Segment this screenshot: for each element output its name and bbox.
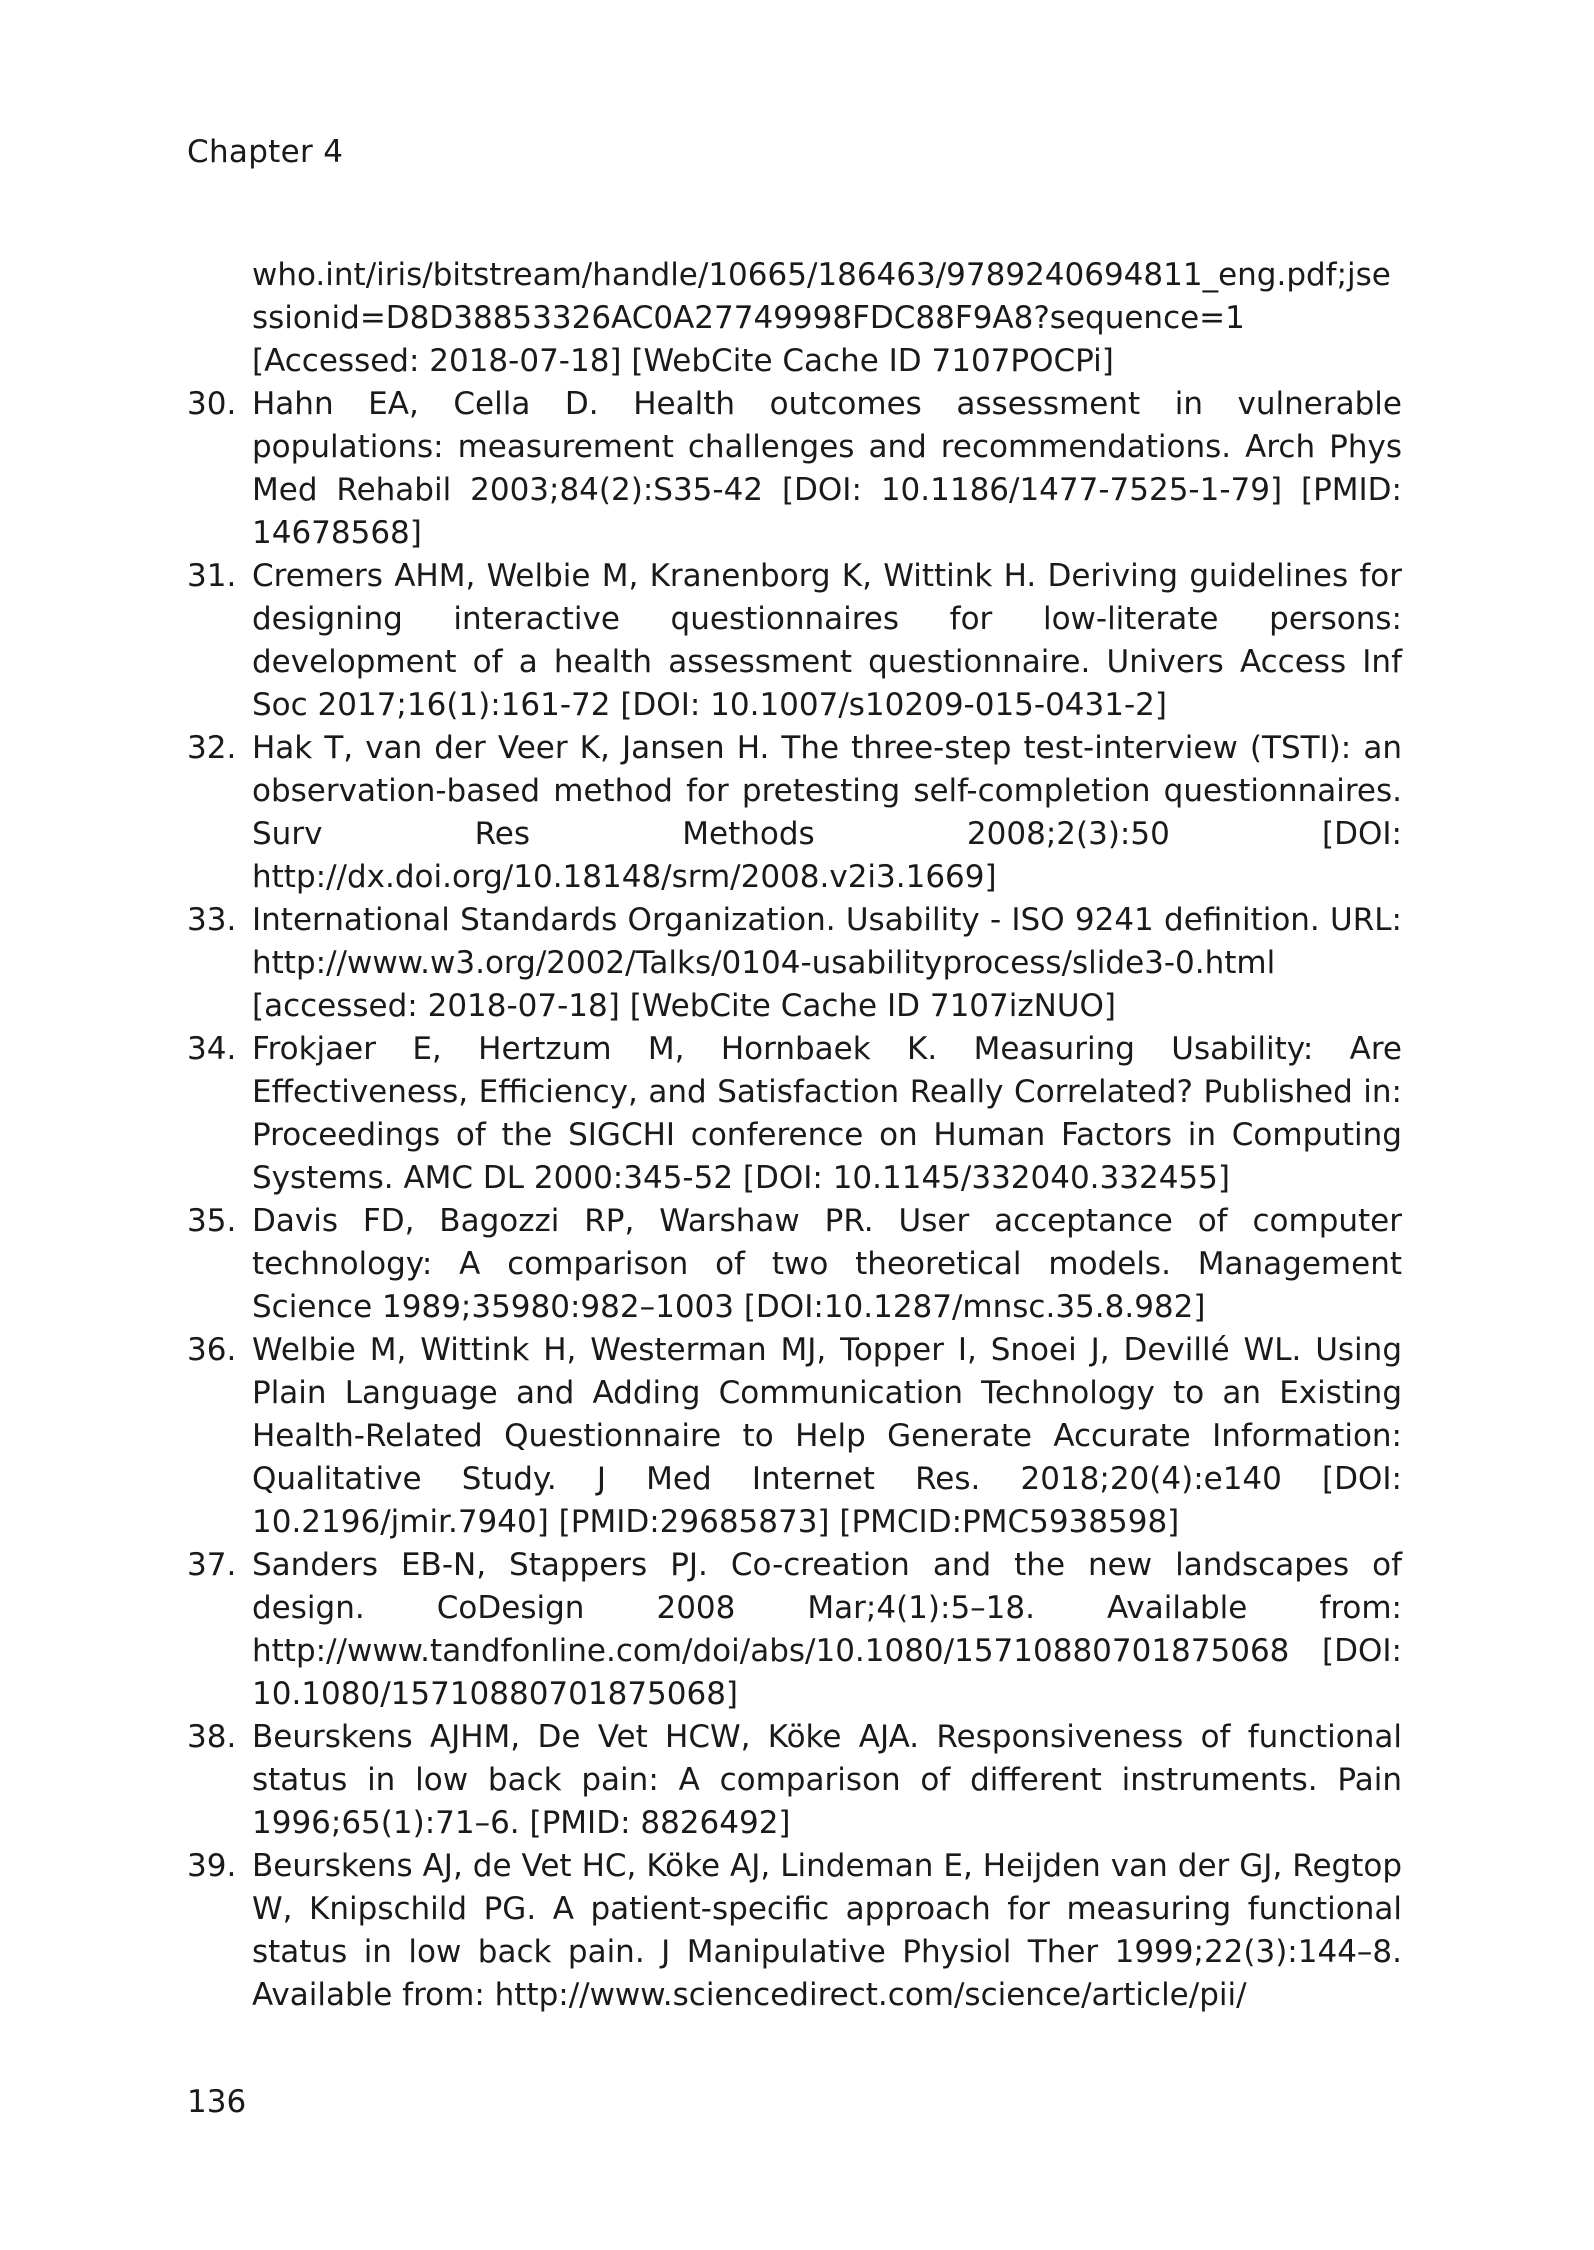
reference-item-38 [187, 1716, 1402, 1845]
reference-text: International Standards Organization. Usability - ISO 9241 definition. URL: http://www.w3.org/2002/Talks/0104-usabilityprocess/slide3-0.html [accessed: 2018-07-18] [WebCite Cache ID 7107izNUO] [252, 902, 1402, 1024]
reference-text: Davis FD, Bagozzi RP, Warshaw PR. User acceptance of computer technology: A comparison of two theoretical models. Management Science 1989;35980:982–1003 [DOI:10.1287/mnsc.35.8.982] [252, 1203, 1402, 1325]
reference-text: Cremers AHM, Welbie M, Kranenborg K, Wittink H. Deriving guidelines for designing interactive questionnaires for low-literate persons: development of a health assessment questionnaire. Univers Access Inf Soc 2017;16(1):161-72 [DOI: 10.1007/s10209-015-0431-2] [252, 558, 1402, 723]
reference-item-35 [187, 1200, 1402, 1329]
reference-text: Sanders EB-N, Stappers PJ. Co-creation and the new landscapes of design. CoDesign 2008 Mar;4(1):5–18. Available from: http://www.tandfonline.com/doi/abs/10.1080/15710880701875068 [DOI: 10.1080/15710880701875068] [252, 1547, 1402, 1712]
reference-item-33 [187, 899, 1402, 1028]
reference-text: Hak T, van der Veer K, Jansen H. The three-step test-interview (TSTI): an observation-based method for pretesting self-completion questionnaires. Surv Res Methods 2008;2(3):50 [DOI: http://dx.doi.org/10.18148/srm/2008.v2i3.1669] [252, 730, 1402, 895]
reference-text: Hahn EA, Cella D. Health outcomes assessment in vulnerable populations: measurement challenges and recommendations. Arch Phys Med Rehabil 2003;84(2):S35-42 [DOI: 10.1186/1477-7525-1-79] [PMID: 14678568] [252, 386, 1402, 551]
reference-item-39 [187, 1845, 1402, 2017]
reference-number: 34. [187, 1031, 237, 1067]
reference-number: 33. [187, 902, 237, 938]
reference-list [187, 254, 1402, 2017]
reference-item-36 [187, 1329, 1402, 1544]
reference-number: 32. [187, 730, 237, 766]
page-number: 136 [187, 2084, 247, 2120]
reference-text: who.int/iris/bitstream/handle/10665/186463/9789240694811_eng.pdf;jsessionid=D8D38853326AC0A27749998FDC88F9A8?sequence=1 [Accessed: 2018-07-18] [WebCite Cache ID 7107POCPi] [252, 257, 1391, 379]
reference-item-continuation [187, 254, 1402, 383]
reference-number: 31. [187, 558, 237, 594]
reference-item-34 [187, 1028, 1402, 1200]
reference-number: 38. [187, 1719, 237, 1755]
reference-number: 30. [187, 386, 237, 422]
reference-text: Beurskens AJHM, De Vet HCW, Köke AJA. Responsiveness of functional status in low back pain: A comparison of different instruments. Pain 1996;65(1):71–6. [PMID: 8826492] [252, 1719, 1402, 1841]
reference-item-31 [187, 555, 1402, 727]
reference-number: 35. [187, 1203, 237, 1239]
reference-item-37 [187, 1544, 1402, 1716]
reference-number: 39. [187, 1848, 237, 1884]
reference-text: Beurskens AJ, de Vet HC, Köke AJ, Lindeman E, Heijden van der GJ, Regtop W, Knipschild PG. A patient-specific approach for measuring functional status in low back pain. J Manipulative Physiol Ther 1999;22(3):144–8. Available from: http://www.sciencedirect.com/science/article/pii/ [252, 1848, 1402, 2013]
reference-number: 36. [187, 1332, 237, 1368]
reference-item-32 [187, 727, 1402, 899]
running-header: Chapter 4 [187, 134, 344, 170]
reference-item-30 [187, 383, 1402, 555]
reference-text: Welbie M, Wittink H, Westerman MJ, Topper I, Snoei J, Devillé WL. Using Plain Language and Adding Communication Technology to an Existing Health-Related Questionnaire to Help Generate Accurate Information: Qualitative Study. J Med Internet Res. 2018;20(4):e140 [DOI: 10.2196/jmir.7940] [PMID:29685873] [PMCID:PMC5938598] [252, 1332, 1402, 1540]
reference-number: 37. [187, 1547, 237, 1583]
reference-text: Frokjaer E, Hertzum M, Hornbaek K. Measuring Usability: Are Effectiveness, Efficiency, and Satisfaction Really Correlated? Published in: Proceedings of the SIGCHI conference on Human Factors in Computing Systems. AMC DL 2000:345-52 [DOI: 10.1145/332040.332455] [252, 1031, 1402, 1196]
